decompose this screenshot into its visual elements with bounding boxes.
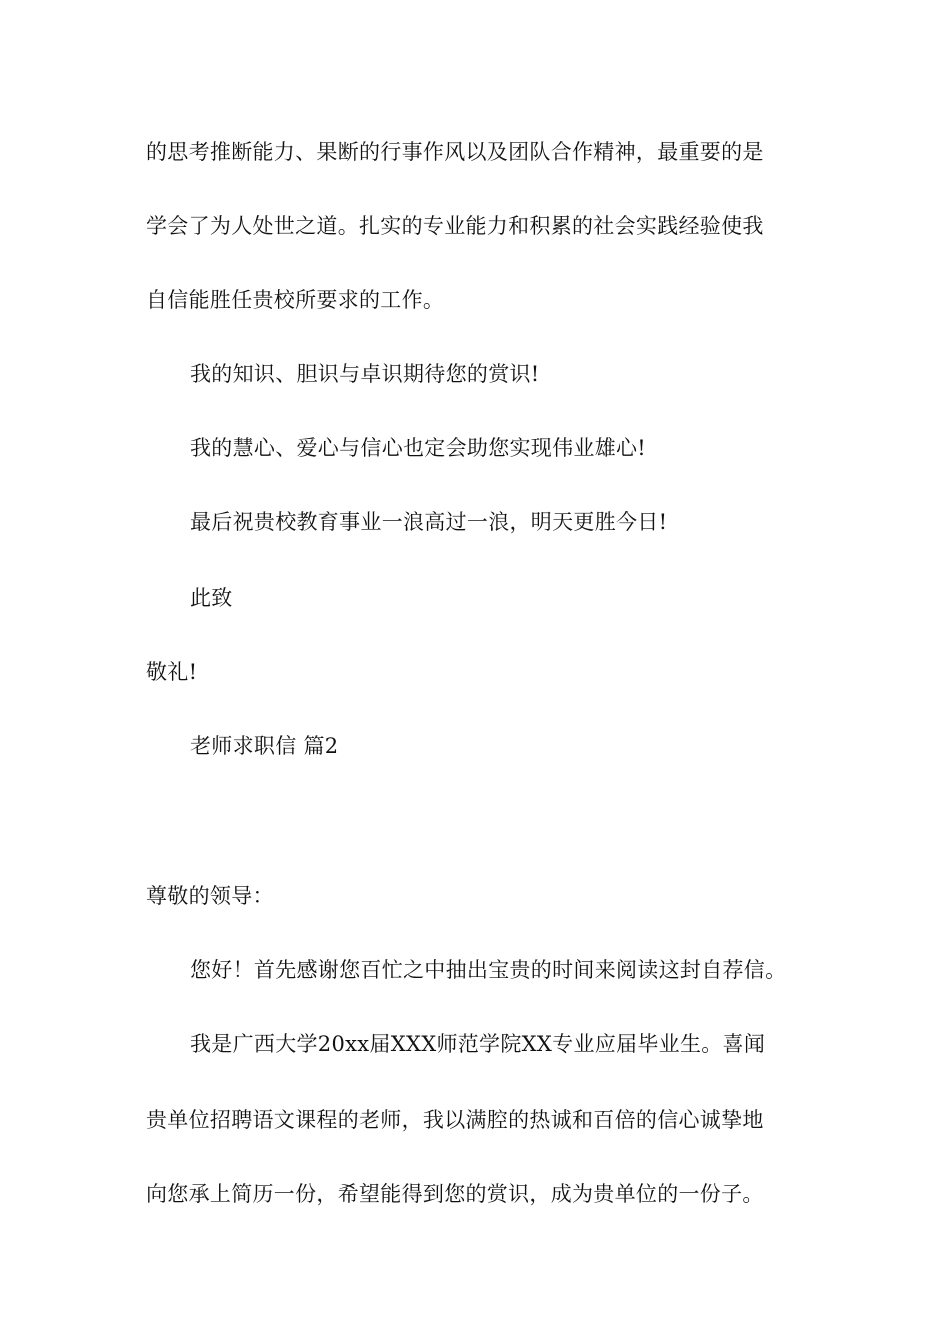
- closing-cizhi: 此致: [190, 586, 233, 610]
- paragraph-line-1: 的思考推断能力、果断的行事作风以及团队合作精神，最重要的是: [146, 140, 764, 164]
- paragraph-line-5: 我的慧心、爱心与信心也定会助您实现伟业雄心!: [190, 436, 647, 460]
- paragraph-line-3: 自信能胜任贵校所要求的工作。: [146, 288, 445, 312]
- paragraph-line-4: 我的知识、胆识与卓识期待您的赏识!: [190, 362, 540, 386]
- paragraph-line-2: 学会了为人处世之道。扎实的专业能力和积累的社会实践经验使我: [146, 214, 764, 238]
- paragraph-line-12: 我是广西大学20xx届XXX师范学院XX专业应届毕业生。喜闻: [190, 1032, 766, 1056]
- closing-jingli: 敬礼!: [146, 660, 198, 684]
- salutation: 尊敬的领导：: [146, 884, 274, 908]
- paragraph-line-14: 向您承上简历一份，希望能得到您的赏识，成为贵单位的一份子。: [146, 1182, 764, 1206]
- section-title: 老师求职信 篇2: [190, 734, 339, 758]
- paragraph-line-6: 最后祝贵校教育事业一浪高过一浪，明天更胜今日!: [190, 510, 668, 534]
- paragraph-line-13: 贵单位招聘语文课程的老师，我以满腔的热诚和百倍的信心诚挚地: [146, 1108, 764, 1132]
- paragraph-line-11: 您好！首先感谢您百忙之中抽出宝贵的时间来阅读这封自荐信。: [190, 958, 787, 982]
